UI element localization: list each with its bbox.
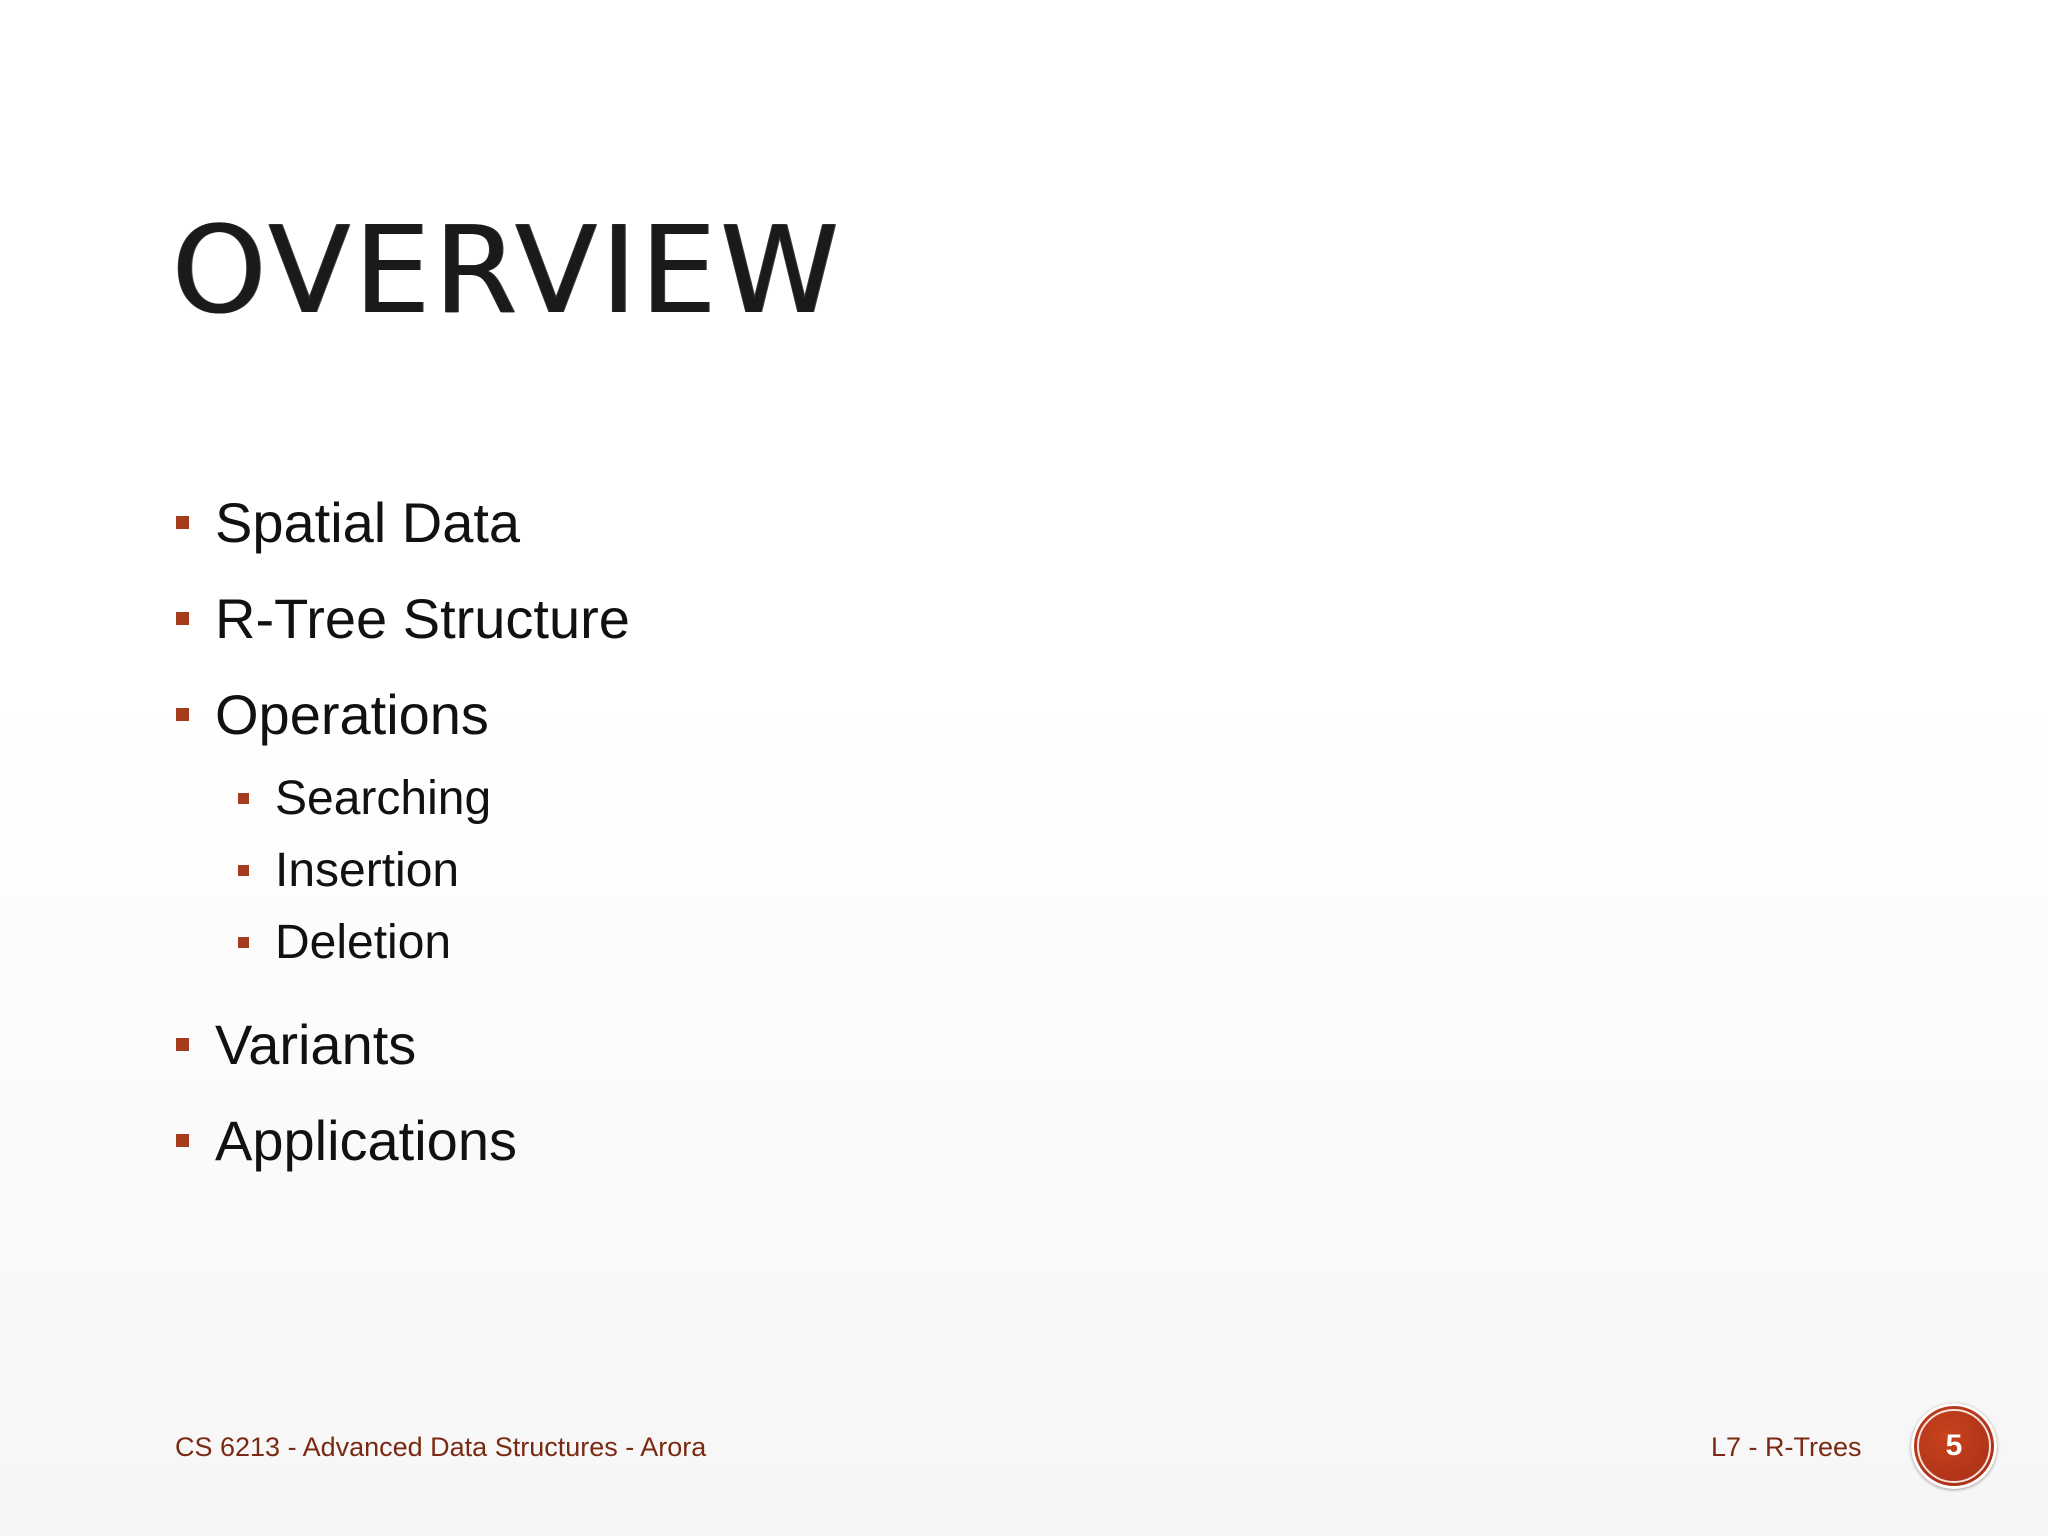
bullet-item [176, 1092, 1676, 1188]
square-bullet-icon [176, 612, 189, 625]
square-bullet-icon [176, 708, 189, 721]
square-bullet-icon [238, 865, 249, 876]
bullet-text: Applications [215, 1108, 517, 1172]
spacer [176, 978, 1676, 996]
sub-bullet-item [238, 906, 1676, 978]
bullet-item [176, 666, 1676, 762]
sub-bullet-text: Insertion [275, 843, 460, 897]
bullet-item [176, 474, 1676, 570]
bullet-text: Operations [215, 682, 489, 746]
sub-bullet-item [238, 762, 1676, 834]
square-bullet-icon [238, 937, 249, 948]
bullet-text: Spatial Data [215, 490, 521, 554]
footer-lecture: L7 - R-Trees [1711, 1432, 1862, 1462]
footer-course: CS 6213 - Advanced Data Structures - Arora [175, 1432, 707, 1462]
page-number: 5 [1945, 1429, 1963, 1462]
bullet-text: Variants [215, 1012, 417, 1076]
square-bullet-icon [238, 793, 249, 804]
bullet-item [176, 996, 1676, 1092]
bullet-text: R-Tree Structure [215, 586, 630, 650]
sub-bullet-text: Searching [275, 771, 492, 825]
bullet-list [176, 474, 1676, 1188]
sub-bullet-text: Deletion [275, 915, 452, 969]
square-bullet-icon [176, 516, 189, 529]
sub-bullet-list [238, 762, 1676, 978]
slide-title: OVERVIEW [172, 202, 844, 341]
sub-bullet-item [238, 834, 1676, 906]
square-bullet-icon [176, 1038, 189, 1051]
bullet-item [176, 570, 1676, 666]
square-bullet-icon [176, 1134, 189, 1147]
page-number-badge [1911, 1403, 1997, 1489]
